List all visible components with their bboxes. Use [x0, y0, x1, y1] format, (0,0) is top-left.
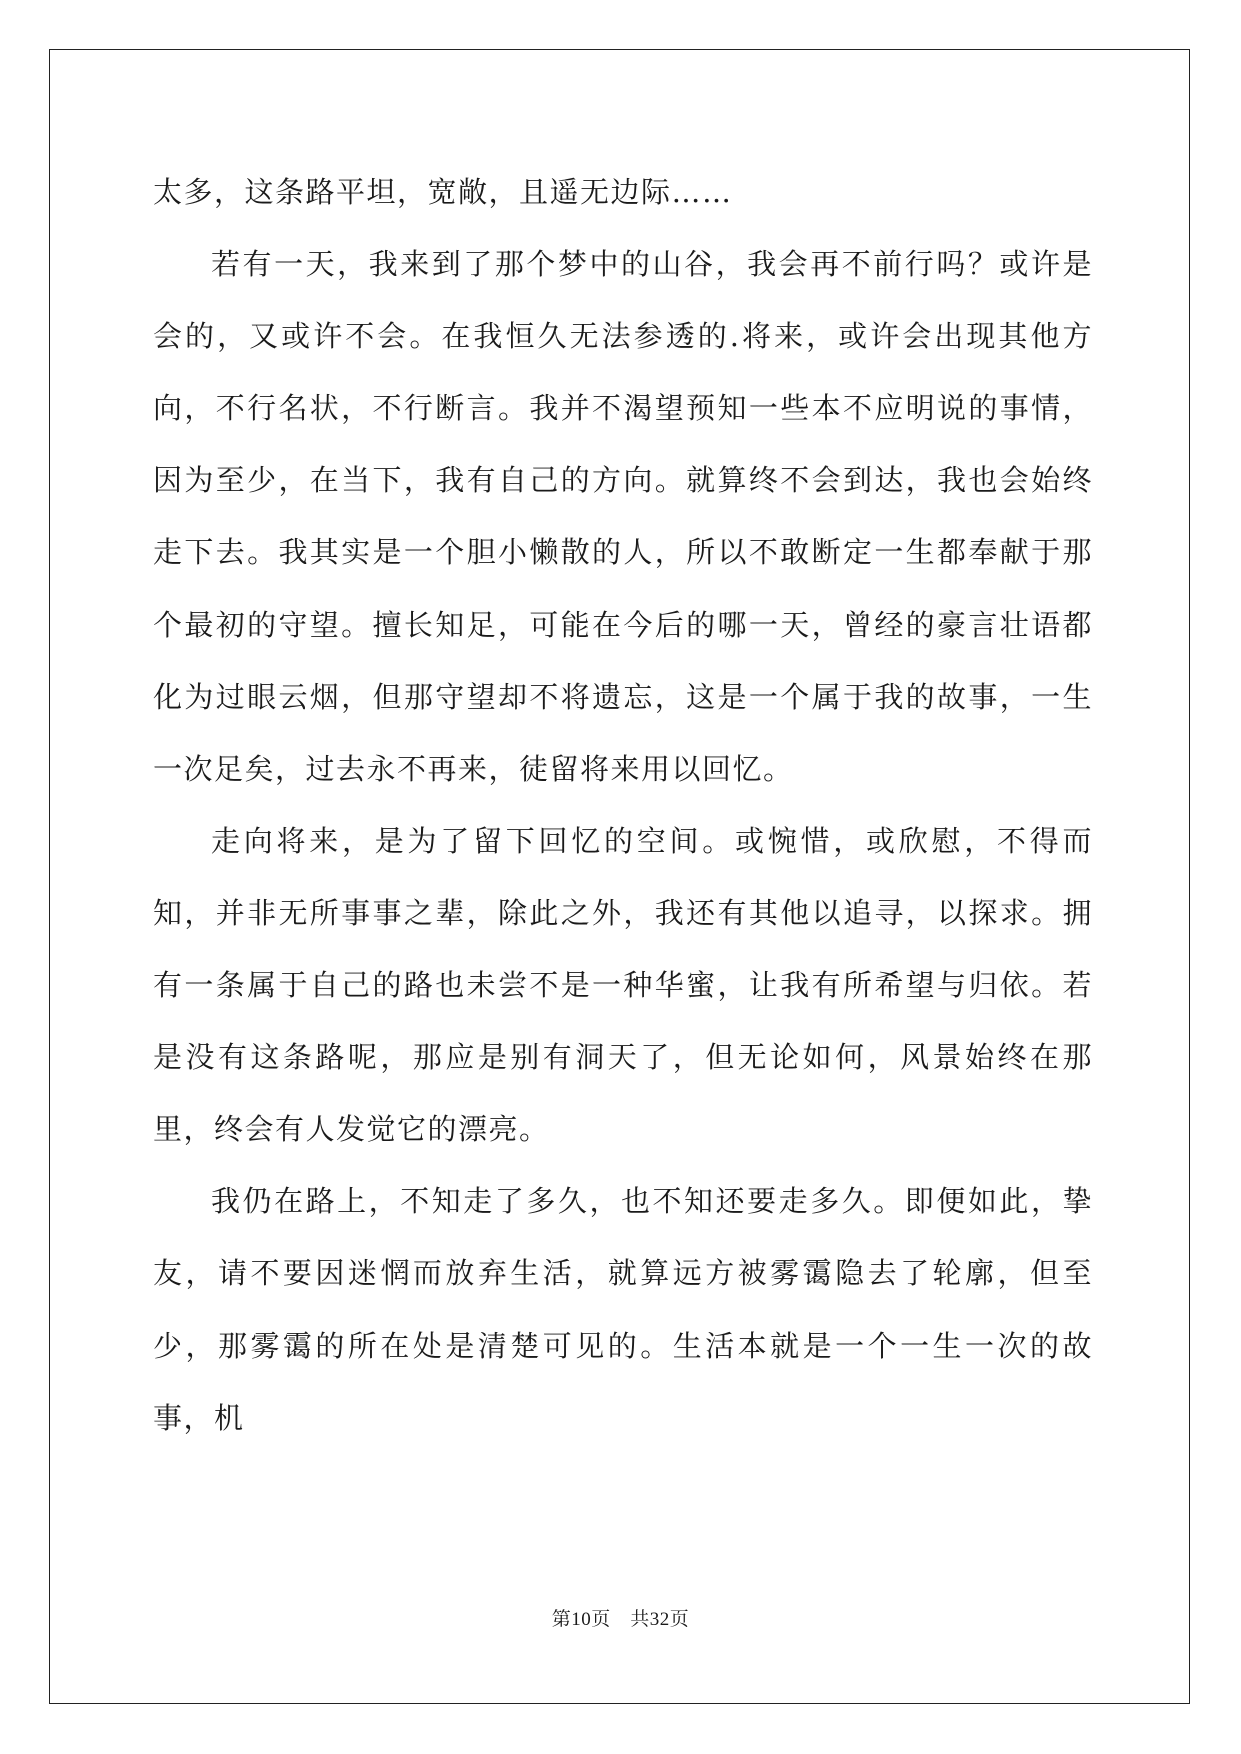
document-body	[153, 156, 1093, 1454]
paragraph-2: 若有一天，我来到了那个梦中的山谷，我会再不前行吗？或许是会的，又或许不会。在我恒久无法参透的.将来，或许会出现其他方向，不行名状，不行断言。我并不渴望预知一些本不应明说的事情，因为至少，在当下，我有自己的方向。就算终不会到达，我也会始终走下去。我其实是一个胆小懒散的人，所以不敢断定一生都奉献于那个最初的守望。擅长知足，可能在今后的哪一天，曾经的豪言壮语都化为过眼云烟，但那守望却不将遗忘，这是一个属于我的故事，一生一次足矣，过去永不再来，徒留将来用以回忆。	[153, 247, 1093, 786]
paragraph-3: 走向将来，是为了留下回忆的空间。或惋惜，或欣慰，不得而知，并非无所事事之辈，除此之外，我还有其他以追寻，以探求。拥有一条属于自己的路也未尝不是一种华蜜，让我有所希望与归依。若是没有这条路呢，那应是别有洞天了，但无论如何，风景始终在那里，终会有人发觉它的漂亮。	[153, 823, 1093, 1147]
page-number-footer: 第10页 共32页	[551, 1609, 690, 1630]
paragraph-4: 我仍在路上，不知走了多久，也不知还要走多久。即便如此，挚友，请不要因迷惘而放弃生活，就算远方被雾霭隐去了轮廓，但至少，那雾霭的所在处是清楚可见的。生活本就是一个一生一次的故事，机	[153, 1184, 1093, 1435]
paragraph-1: 太多，这条路平坦，宽敞，且遥无边际……	[153, 175, 733, 209]
